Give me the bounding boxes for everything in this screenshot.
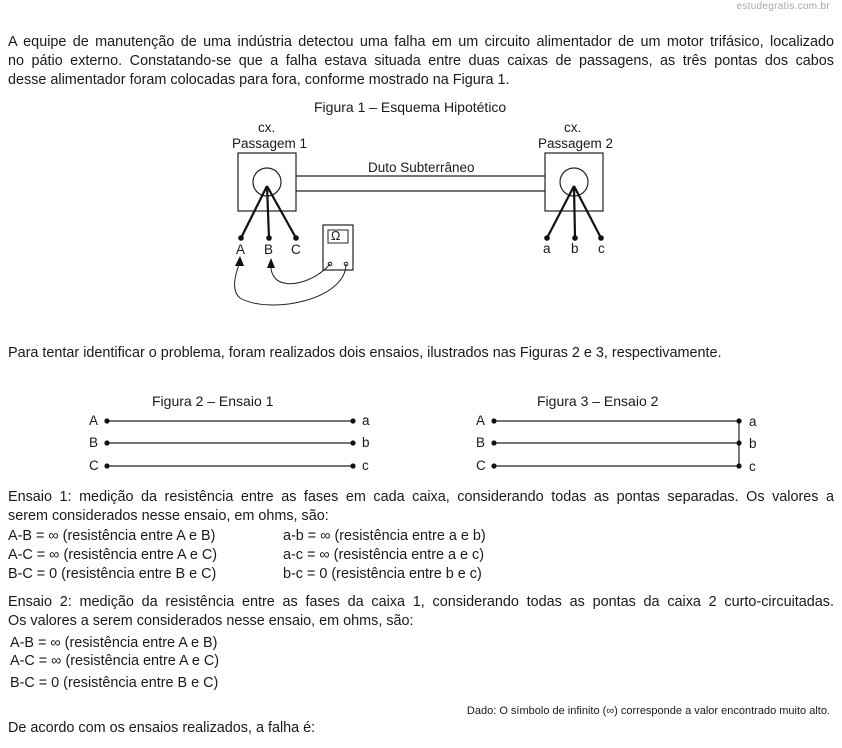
ensaio1-right-value: a-b = ∞ (resistência entre a e b) [283,528,486,544]
fig2-right-label-c: c [362,458,369,473]
terminal-label-A: A [236,242,246,257]
question-prompt: De acordo com os ensaios realizados, a falha é: [8,720,316,736]
ensaio2-line: Os valores a serem considerados nesse ensaio, em ohms, são: [8,613,414,629]
fig3-conductors [494,421,739,466]
ensaio1-line: Ensaio 1: medição da resistência entre as fases em cada caixa, considerando todas as pontas separadas. Os valores a [8,489,834,505]
ensaio1-right-value: a-c = ∞ (resistência entre a e c) [283,547,485,563]
ensaio2-paragraph [8,593,834,631]
fig3-right-label-c: c [749,459,756,474]
box2-label-line2: Passagem 2 [538,136,614,151]
ensaio1-left-value: A-B = ∞ (resistência entre A e B) [8,528,216,544]
ensaio2-line: Ensaio 2: medição da resistência entre as fases da caixa 1, considerando todas as pontas da caixa 2 curto-circuitadas. [8,594,834,610]
watermark: estudegratis.com.br [736,1,830,12]
duct-label: Duto Subterrâneo [368,160,475,175]
infinity-note: Dado: O símbolo de infinito (∞) corresponde a valor encontrado muito alto. [466,705,830,717]
terminal-label-B: B [264,242,274,257]
ensaio2-value: B-C = 0 (resistência entre B e C) [10,675,219,691]
fig2-left-label-C: C [89,458,99,473]
figure1-title: Figura 1 – Esquema Hipotético [314,99,507,115]
fig3-left-label-B: B [476,435,486,450]
fig2-left-label-B: B [89,435,99,450]
box2-label-line1: cx. [564,120,582,135]
intro-line: A equipe de manutenção de uma indústria detectou uma falha em um circuito alimentador de um motor trifásico, localizado [8,34,834,50]
figure3-title: Figura 3 – Ensaio 2 [537,393,659,409]
fig2-right-label-a: a [362,413,370,428]
fig3-left-label-C: C [476,458,486,473]
paragraph-tests-intro: Para tentar identificar o problema, foram realizados dois ensaios, ilustrados nas Figuras 2 e 3, respectivamente. [8,345,722,361]
fig3-right-label-b: b [749,436,757,451]
intro-line: desse alimentador foram colocadas para fora, conforme mostrado na Figura 1. [8,72,510,88]
fig3-right-label-a: a [749,414,757,429]
fig3-left-label-A: A [476,413,486,428]
ensaio1-left-value: A-C = ∞ (resistência entre A e C) [8,547,218,563]
ensaio1-right-value: b-c = 0 (resistência entre b e c) [283,566,482,582]
box1-label-line1: cx. [258,120,276,135]
ensaio1-line: serem considerados nesse ensaio, em ohms, são: [8,508,329,524]
fig2-left-label-A: A [89,413,99,428]
terminal-label-a: a [543,241,551,256]
terminal-label-C: C [291,242,301,257]
ensaio2-value: A-B = ∞ (resistência entre A e B) [10,635,218,651]
terminal-label-b: b [571,241,579,256]
ohm-symbol: Ω [331,229,341,243]
ensaio1-left-value: B-C = 0 (resistência entre B e C) [8,566,217,582]
terminal-label-c: c [598,241,605,256]
fig2-right-label-b: b [362,435,370,450]
figure2-title: Figura 2 – Ensaio 1 [152,393,274,409]
box1-label-line2: Passagem 1 [232,136,308,151]
ensaio2-value: A-C = ∞ (resistência entre A e C) [10,653,220,669]
ensaio1-paragraph [8,488,834,526]
intro-line: no pátio externo. Constatando-se que a falha estava situada entre duas caixas de passagens, as três pontas dos cabos [8,53,834,69]
